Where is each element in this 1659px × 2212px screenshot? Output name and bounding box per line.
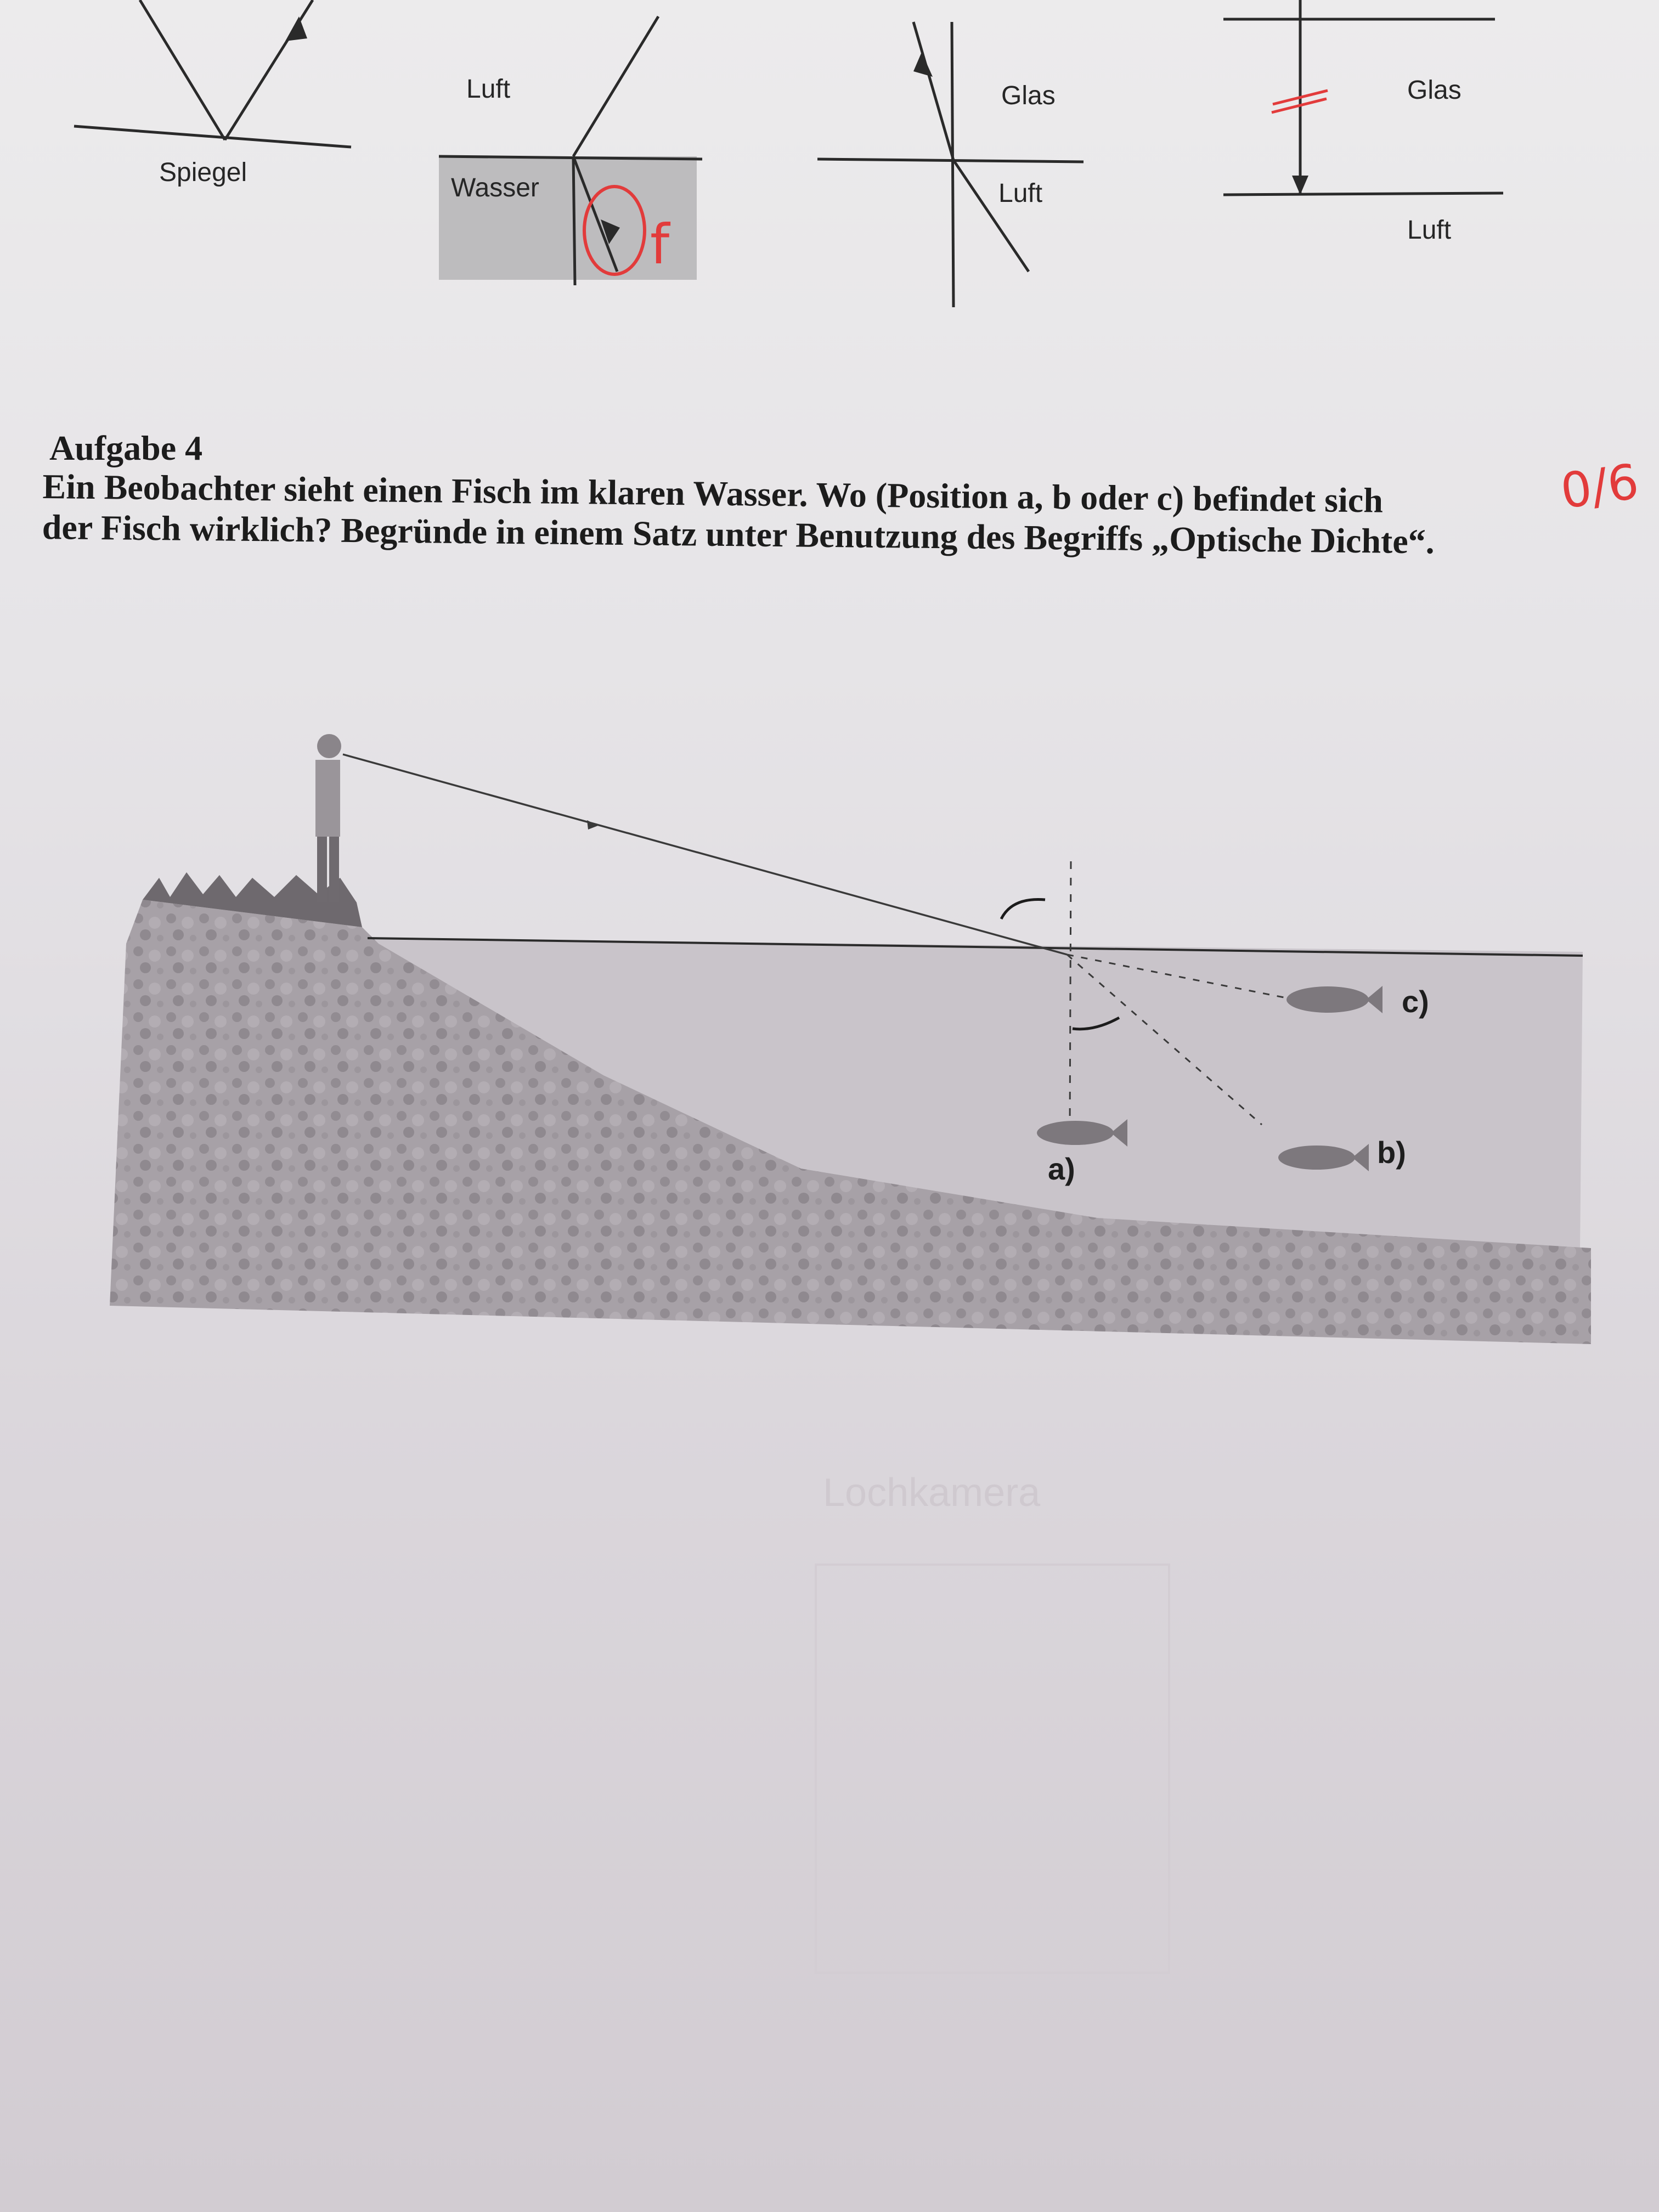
task-title: Aufgabe 4: [49, 428, 203, 467]
refracted-ray: [953, 160, 1029, 272]
bleed-through-box: [815, 1564, 1170, 1974]
arrow-icon: [1292, 176, 1308, 195]
angle-arc-mark: [1001, 899, 1045, 919]
position-label-b: b): [1377, 1135, 1406, 1170]
question-line-2: der Fisch wirklich? Begründe in einem Satz unter Benutzung des Begriffs „Optische Dichte“.: [42, 507, 1435, 561]
arrow-icon: [285, 16, 307, 41]
red-grade-mark: f: [650, 212, 670, 276]
incident-ray: [913, 22, 953, 160]
mirror-label: Spiegel: [159, 158, 247, 187]
air-label: Luft: [466, 75, 511, 104]
surface-line-bottom: [1223, 193, 1503, 195]
position-label-c: c): [1402, 984, 1429, 1019]
water-label: Wasser: [451, 173, 539, 202]
glass-air-diagram: [817, 22, 1084, 307]
surface-line: [817, 159, 1084, 162]
air-label: Luft: [1407, 216, 1452, 245]
bleed-through-caption: Lochkamera: [823, 1471, 1041, 1515]
optics-diagrams: [0, 0, 1659, 340]
glass-label: Glas: [1407, 76, 1462, 105]
glass-label: Glas: [1001, 81, 1056, 110]
incident-ray: [573, 16, 658, 156]
incident-ray: [140, 0, 225, 140]
mirror-diagram: [74, 0, 351, 187]
glass-slab-diagram: [1223, 0, 1503, 245]
observer-head: [317, 734, 341, 758]
score-mark: 0/6: [1557, 453, 1643, 520]
arrow-icon: [587, 820, 598, 830]
normal-line: [952, 22, 953, 307]
normal-line: [573, 156, 575, 285]
observer: [315, 734, 341, 902]
sight-line: [343, 754, 1067, 955]
task-question: [42, 466, 1567, 563]
observer-body: [315, 760, 340, 837]
air-water-diagram: [439, 16, 702, 285]
position-label-a: a): [1048, 1152, 1075, 1186]
mirror-surface: [74, 126, 351, 147]
air-label: Luft: [998, 179, 1043, 208]
question-line-1: Ein Beobachter sieht einen Fisch im klaren Wasser. Wo (Position a, b oder c) befindet sich: [42, 466, 1384, 520]
arrow-icon: [913, 52, 933, 77]
